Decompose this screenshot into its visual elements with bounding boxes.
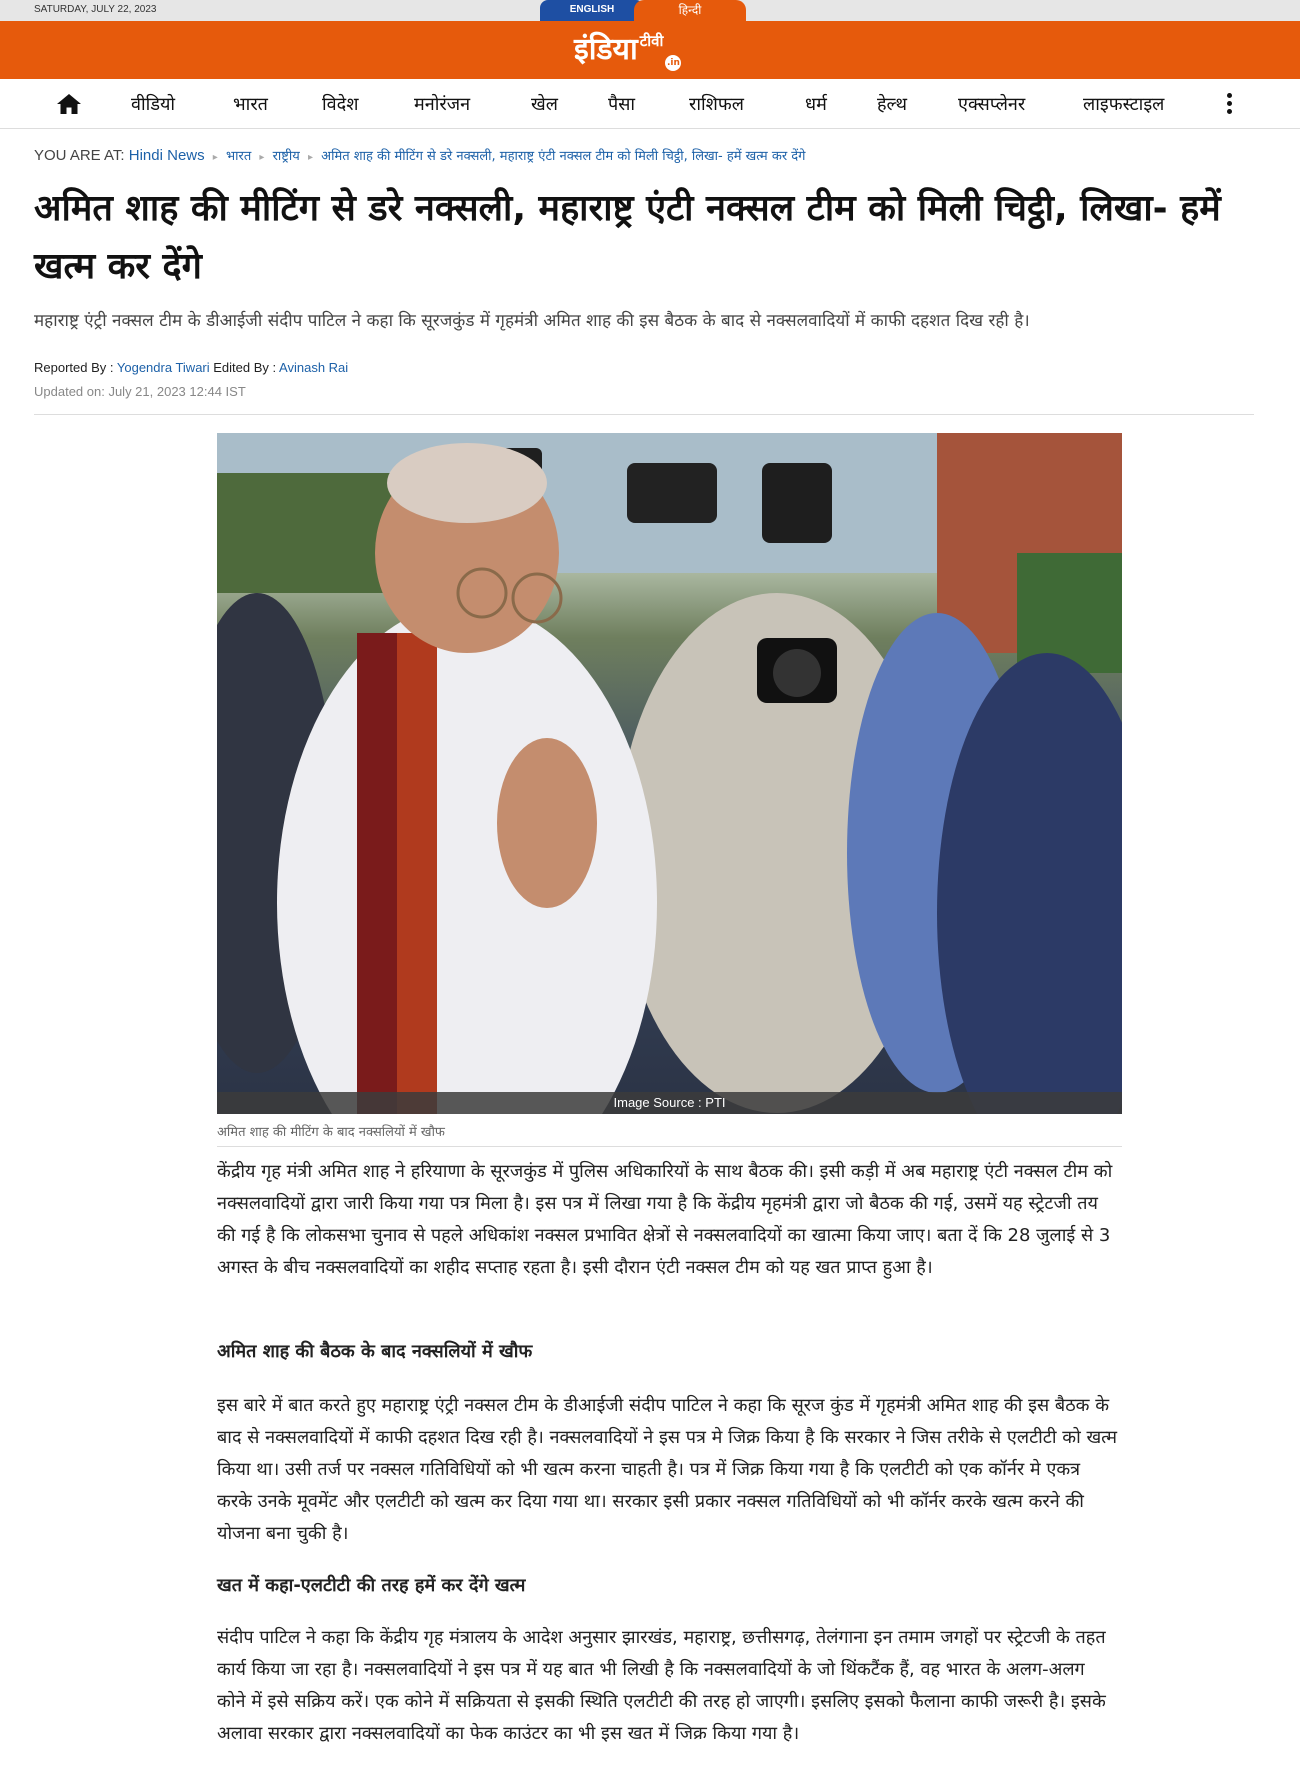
site-logo[interactable] [574, 27, 681, 73]
divider [34, 414, 1254, 415]
nav-item-religion[interactable]: धर्म [805, 94, 827, 115]
nav-item-explainer[interactable]: एक्सप्लेनर [958, 94, 1026, 115]
nav-item-horoscope[interactable]: राशिफल [689, 94, 745, 115]
divider [217, 1146, 1122, 1147]
language-hindi-tab[interactable]: हिन्दी [634, 0, 746, 21]
reported-by-label: Reported By : [34, 360, 114, 375]
breadcrumb-national-link[interactable]: राष्ट्रीय [272, 149, 300, 164]
breadcrumb [34, 146, 806, 164]
nav-item-lifestyle[interactable]: लाइफस्टाइल [1083, 94, 1165, 115]
current-date: SATURDAY, JULY 22, 2023 [34, 4, 157, 15]
nav-item-india[interactable]: भारत [233, 94, 268, 115]
byline [34, 360, 348, 375]
article-paragraph: इस बारे में बात करते हुए महाराष्ट्र एंट्री नक्सल टीम के डीआईजी संदीप पाटिल ने कहा कि सूरज कुंड में गृहमंत्री अमित शाह की इस बैठक के बाद से नक्सलवादियों में काफी दहशत दिख रही है। नक्सलवादियों ने इस पत्र मे जिक्र किया है कि सरकार ने जिस तरीके से एलटीटी को खत्म किया था। उसी तर्ज पर नक्सल गतिविधियों को भी खत्म करना चाहती है। पत्र में जिक्र किया गया है कि एलटीटी को एक कॉर्नर मे एकत्र करके उनके मूवमेंट और एलटीटी को खत्म कर दिया गया था। सरकार इसी प्रकार नक्सल गतिविधियों को भी कॉर्नर करके खत्म करने की योजना बना चुकी है। [217, 1395, 1118, 1544]
breadcrumb-separator-icon: ▸ [307, 152, 313, 163]
nav-item-health[interactable]: हेल्थ [877, 94, 908, 115]
edited-by-label: Edited By : [213, 360, 277, 375]
article-title: अमित शाह की मीटिंग से डरे नक्सली, महाराष्ट्र एंटी नक्सल टीम को मिली चिट्ठी, लिखा- हमें खत्म कर देंगे [34, 188, 1221, 287]
breadcrumb-prefix: YOU ARE AT: [34, 147, 125, 164]
language-english-tab[interactable]: ENGLISH [540, 0, 644, 21]
breadcrumb-separator-icon: ▸ [259, 152, 265, 163]
nav-item-world[interactable]: विदेश [322, 94, 359, 115]
article-summary: महाराष्ट्र एंट्री नक्सल टीम के डीआईजी संदीप पाटिल ने कहा कि सूरजकुंड में गृहमंत्री अमित शाह की इस बैठक के बाद से नक्सलवादियों में काफी दहशत दिख रही है। [34, 311, 1030, 331]
article-image-illustration [217, 433, 1122, 1114]
breadcrumb-separator-icon: ▸ [212, 152, 218, 163]
article-subheading: अमित शाह की बैठक के बाद नक्सलियों में खौफ [217, 1341, 533, 1362]
image-caption: अमित शाह की मीटिंग के बाद नक्सलियों में खौफ [217, 1125, 445, 1140]
breadcrumb-india-link[interactable]: भारत [226, 149, 252, 164]
image-source-label: Image Source : PTI [217, 1092, 1122, 1114]
article-subheading: खत में कहा-एलटीटी की तरह हमें कर देंगे खत्म [217, 1575, 526, 1596]
breadcrumb-home-link[interactable]: Hindi News [128, 147, 205, 164]
nav-item-videos[interactable]: वीडियो [131, 94, 176, 115]
article-image [217, 433, 1122, 1114]
editor-link[interactable]: Avinash Rai [279, 360, 349, 375]
logo-text-tv: टीवी [639, 32, 664, 50]
site-header [0, 21, 1300, 79]
main-nav [0, 79, 1300, 129]
top-strip [0, 0, 1300, 21]
article-paragraph: केंद्रीय गृह मंत्री अमित शाह ने हरियाणा के सूरजकुंड में पुलिस अधिकारियों के साथ बैठक की। इसी कड़ी में अब महाराष्ट्र एंटी नक्सल टीम को नक्सलवादियों द्वारा जारी किया गया पत्र मिला है। इस पत्र में लिखा गया है कि केंद्रीय मृहमंत्री द्वारा जो बैठक की गई, उसमें यह स्ट्रेटजी तय की गई है कि लोकसभा चुनाव से पहले अधिकांश नक्सल प्रभावित क्षेत्रों से नक्सलवादियों का खात्मा किया जाए। बता दें कि 28 जुलाई से 3 अगस्त के बीच नक्सलवादियों का शहीद सप्ताह रहता है। इसी दौरान एंटी नक्सल टीम को यह खत प्राप्त हुआ है। [217, 1161, 1113, 1278]
nav-item-money[interactable]: पैसा [608, 94, 636, 115]
article-paragraph: संदीप पाटिल ने कहा कि केंद्रीय गृह मंत्रालय के आदेश अनुसार झारखंड, महाराष्ट्र, छत्तीसगढ़, तेलंगाना इन तमाम जगहों पर स्ट्रेटजी के तहत कार्य किया जा रहा है। नक्सलवादियों ने इस पत्र में यह बात भी लिखी है कि नक्सलवादियों के जो थिंकटैंक हैं, वह भारत के अलग-अलग कोने में इसे सक्रिय करें। एक कोने में सक्रियता से इसकी स्थिति एलटीटी की तरह हो जाएगी। इसलिए इसको फैलाना काफी जरूरी है। इसके अलावा सरकार द्वारा नक्सलवादियों का फेक काउंटर का भी इस खत में जिक्र किया गया है। [217, 1627, 1106, 1744]
reporter-link[interactable]: Yogendra Tiwari [116, 360, 210, 375]
logo-text-india: इंडिया [574, 32, 638, 67]
more-vertical-icon[interactable] [1224, 90, 1234, 120]
breadcrumb-current[interactable]: अमित शाह की मीटिंग से डरे नक्सली, महाराष्ट्र एंटी नक्सल टीम को मिली चिट्ठी, लिखा- हमें खत्म कर देंगे [321, 149, 806, 164]
logo-text-in: .in [665, 55, 681, 71]
updated-time: Updated on: July 21, 2023 12:44 IST [34, 384, 246, 399]
nav-item-sports[interactable]: खेल [531, 94, 558, 115]
nav-item-entertainment[interactable]: मनोरंजन [414, 94, 471, 115]
